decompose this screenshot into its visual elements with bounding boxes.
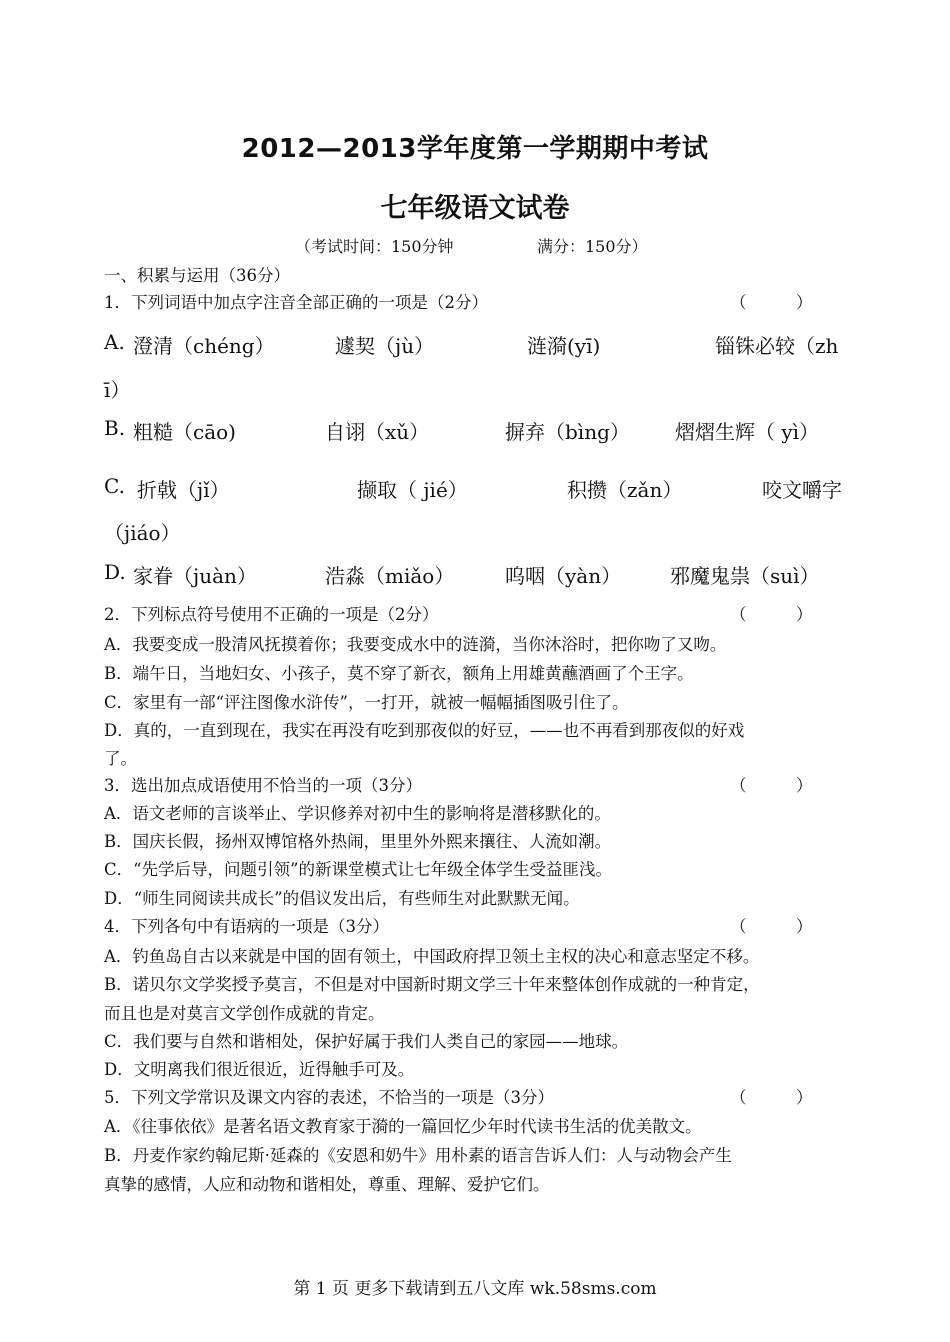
q1-option-item: 遽契（jù） <box>335 334 435 358</box>
q5-option-b: B．丹麦作家约翰尼斯·延森的《安恩和奶牛》用朴素的语言告诉人们：人与动物会产生 <box>104 1146 732 1165</box>
q1-option-item: 摒弃（bìng） <box>505 420 630 444</box>
exam-score: 满分：150分） <box>537 237 648 256</box>
q1-option-item: 粗糙（cāo) <box>133 420 236 444</box>
q1-option-item: 锱铢必较（zh <box>715 334 839 358</box>
q2-option-c: C．家里有一部“评注图像水浒传”，一打开，就被一幅幅插图吸引住了。 <box>104 693 629 712</box>
exam-time: （考试时间：150分钟 <box>295 237 454 256</box>
q1-option-item: 浩淼（miǎo） <box>325 564 455 588</box>
q3-option-a: A．语文老师的言谈举止、学识修养对初中生的影响将是潜移默化的。 <box>104 804 611 823</box>
q4-answer-blank: （ ） <box>730 917 813 936</box>
q4-option-b: B．诺贝尔文学奖授予莫言，不但是对中国新时期文学三十年来整体创作成就的一种肯定， <box>104 975 760 994</box>
q1-option-item: 咬文嚼字 <box>762 478 842 502</box>
q2-stem: 2．下列标点符号使用不正确的一项是（2分） <box>104 605 439 624</box>
q1-option-item: 澄清（chéng） <box>133 334 275 358</box>
q1-option-item: 积攒（zǎn） <box>567 478 683 502</box>
q3-answer-blank: （ ） <box>730 776 813 795</box>
q1-option-item: 邪魔鬼祟（suì） <box>670 564 820 588</box>
q3-option-b: B．国庆长假，扬州双博馆格外热闹，里里外外熙来攘往、人流如潮。 <box>104 832 612 851</box>
q4-stem: 4．下列各句中有语病的一项是（3分） <box>104 917 389 936</box>
q4-option-a: A．钓鱼岛自古以来就是中国的固有领土，中国政府捍卫领土主权的决心和意志坚定不移。 <box>104 947 760 966</box>
q1-option-item: 折戟（jǐ） <box>137 478 230 502</box>
exam-subtitle: 七年级语文试卷 <box>380 193 570 224</box>
q2-option-b: B．端午日，当地妇女、小孩子，莫不穿了新衣，额角上用雄黄蘸酒画了个王字。 <box>104 664 694 683</box>
q1-option-item: 撷取（ jié） <box>357 478 468 502</box>
q1-option-label: C. <box>104 474 125 498</box>
q4-option-d: D．文明离我们很近很近，近得触手可及。 <box>104 1060 415 1079</box>
q1-option-item: 呜咽（yàn） <box>505 564 622 588</box>
q4-option-b-cont: 而且也是对莫言文学创作成就的肯定。 <box>104 1004 385 1023</box>
q1-option-item: 家眷（juàn） <box>133 564 257 588</box>
q2-option-d: D．真的，一直到现在，我实在再没有吃到那夜似的好豆，——也不再看到那夜似的好戏 <box>104 721 745 740</box>
q2-option-d-cont: 了。 <box>104 749 137 768</box>
page-footer[interactable]: 第 1 页 更多下载请到五八文库 wk.58sms.com <box>293 1279 657 1299</box>
q5-option-b-cont: 真挚的感情，人应和动物和谐相处，尊重、理解、爱护它们。 <box>104 1175 550 1194</box>
q1-option-item: 熠熠生辉（ yì） <box>675 420 820 444</box>
exam-title: 2012—2013学年度第一学期期中考试 <box>241 134 709 164</box>
q5-option-a: A．《往事依依》是著名语文教育家于漪的一篇回忆少年时代读书生活的优美散文。 <box>104 1117 702 1136</box>
q1-option-item: ī） <box>104 378 131 402</box>
q3-option-c: C．“先学后导，问题引领”的新课堂模式让七年级全体学生受益匪浅。 <box>104 860 612 879</box>
q2-answer-blank: （ ） <box>730 605 813 624</box>
q2-option-a: A．我要变成一股清风抚摸着你；我要变成水中的涟漪，当你沐浴时，把你吻了又吻。 <box>104 635 727 654</box>
q1-option-label: D. <box>104 560 126 584</box>
q4-option-c: C．我们要与自然和谐相处，保护好属于我们人类自己的家园——地球。 <box>104 1032 629 1051</box>
q1-answer-blank: （ ） <box>730 293 813 312</box>
q1-option-label: A. <box>104 330 125 354</box>
section-heading: 一、积累与运用（36分） <box>104 266 290 285</box>
q5-answer-blank: （ ） <box>730 1088 813 1107</box>
q3-option-d: D．“师生同阅读共成长”的倡议发出后，有些师生对此默默无闻。 <box>104 889 580 908</box>
q1-option-item: 涟漪(yī) <box>527 334 601 358</box>
q1-option-item: 自诩（xǔ） <box>325 420 430 444</box>
q1-option-item: （jiáo） <box>104 521 181 545</box>
q5-stem: 5．下列文学常识及课文内容的表述，不恰当的一项是（3分） <box>104 1088 554 1107</box>
q1-stem: 1．下列词语中加点字注音全部正确的一项是（2分） <box>104 293 488 312</box>
q1-option-label: B. <box>104 416 126 440</box>
q3-stem: 3．选出加点成语使用不恰当的一项（3分） <box>104 776 422 795</box>
